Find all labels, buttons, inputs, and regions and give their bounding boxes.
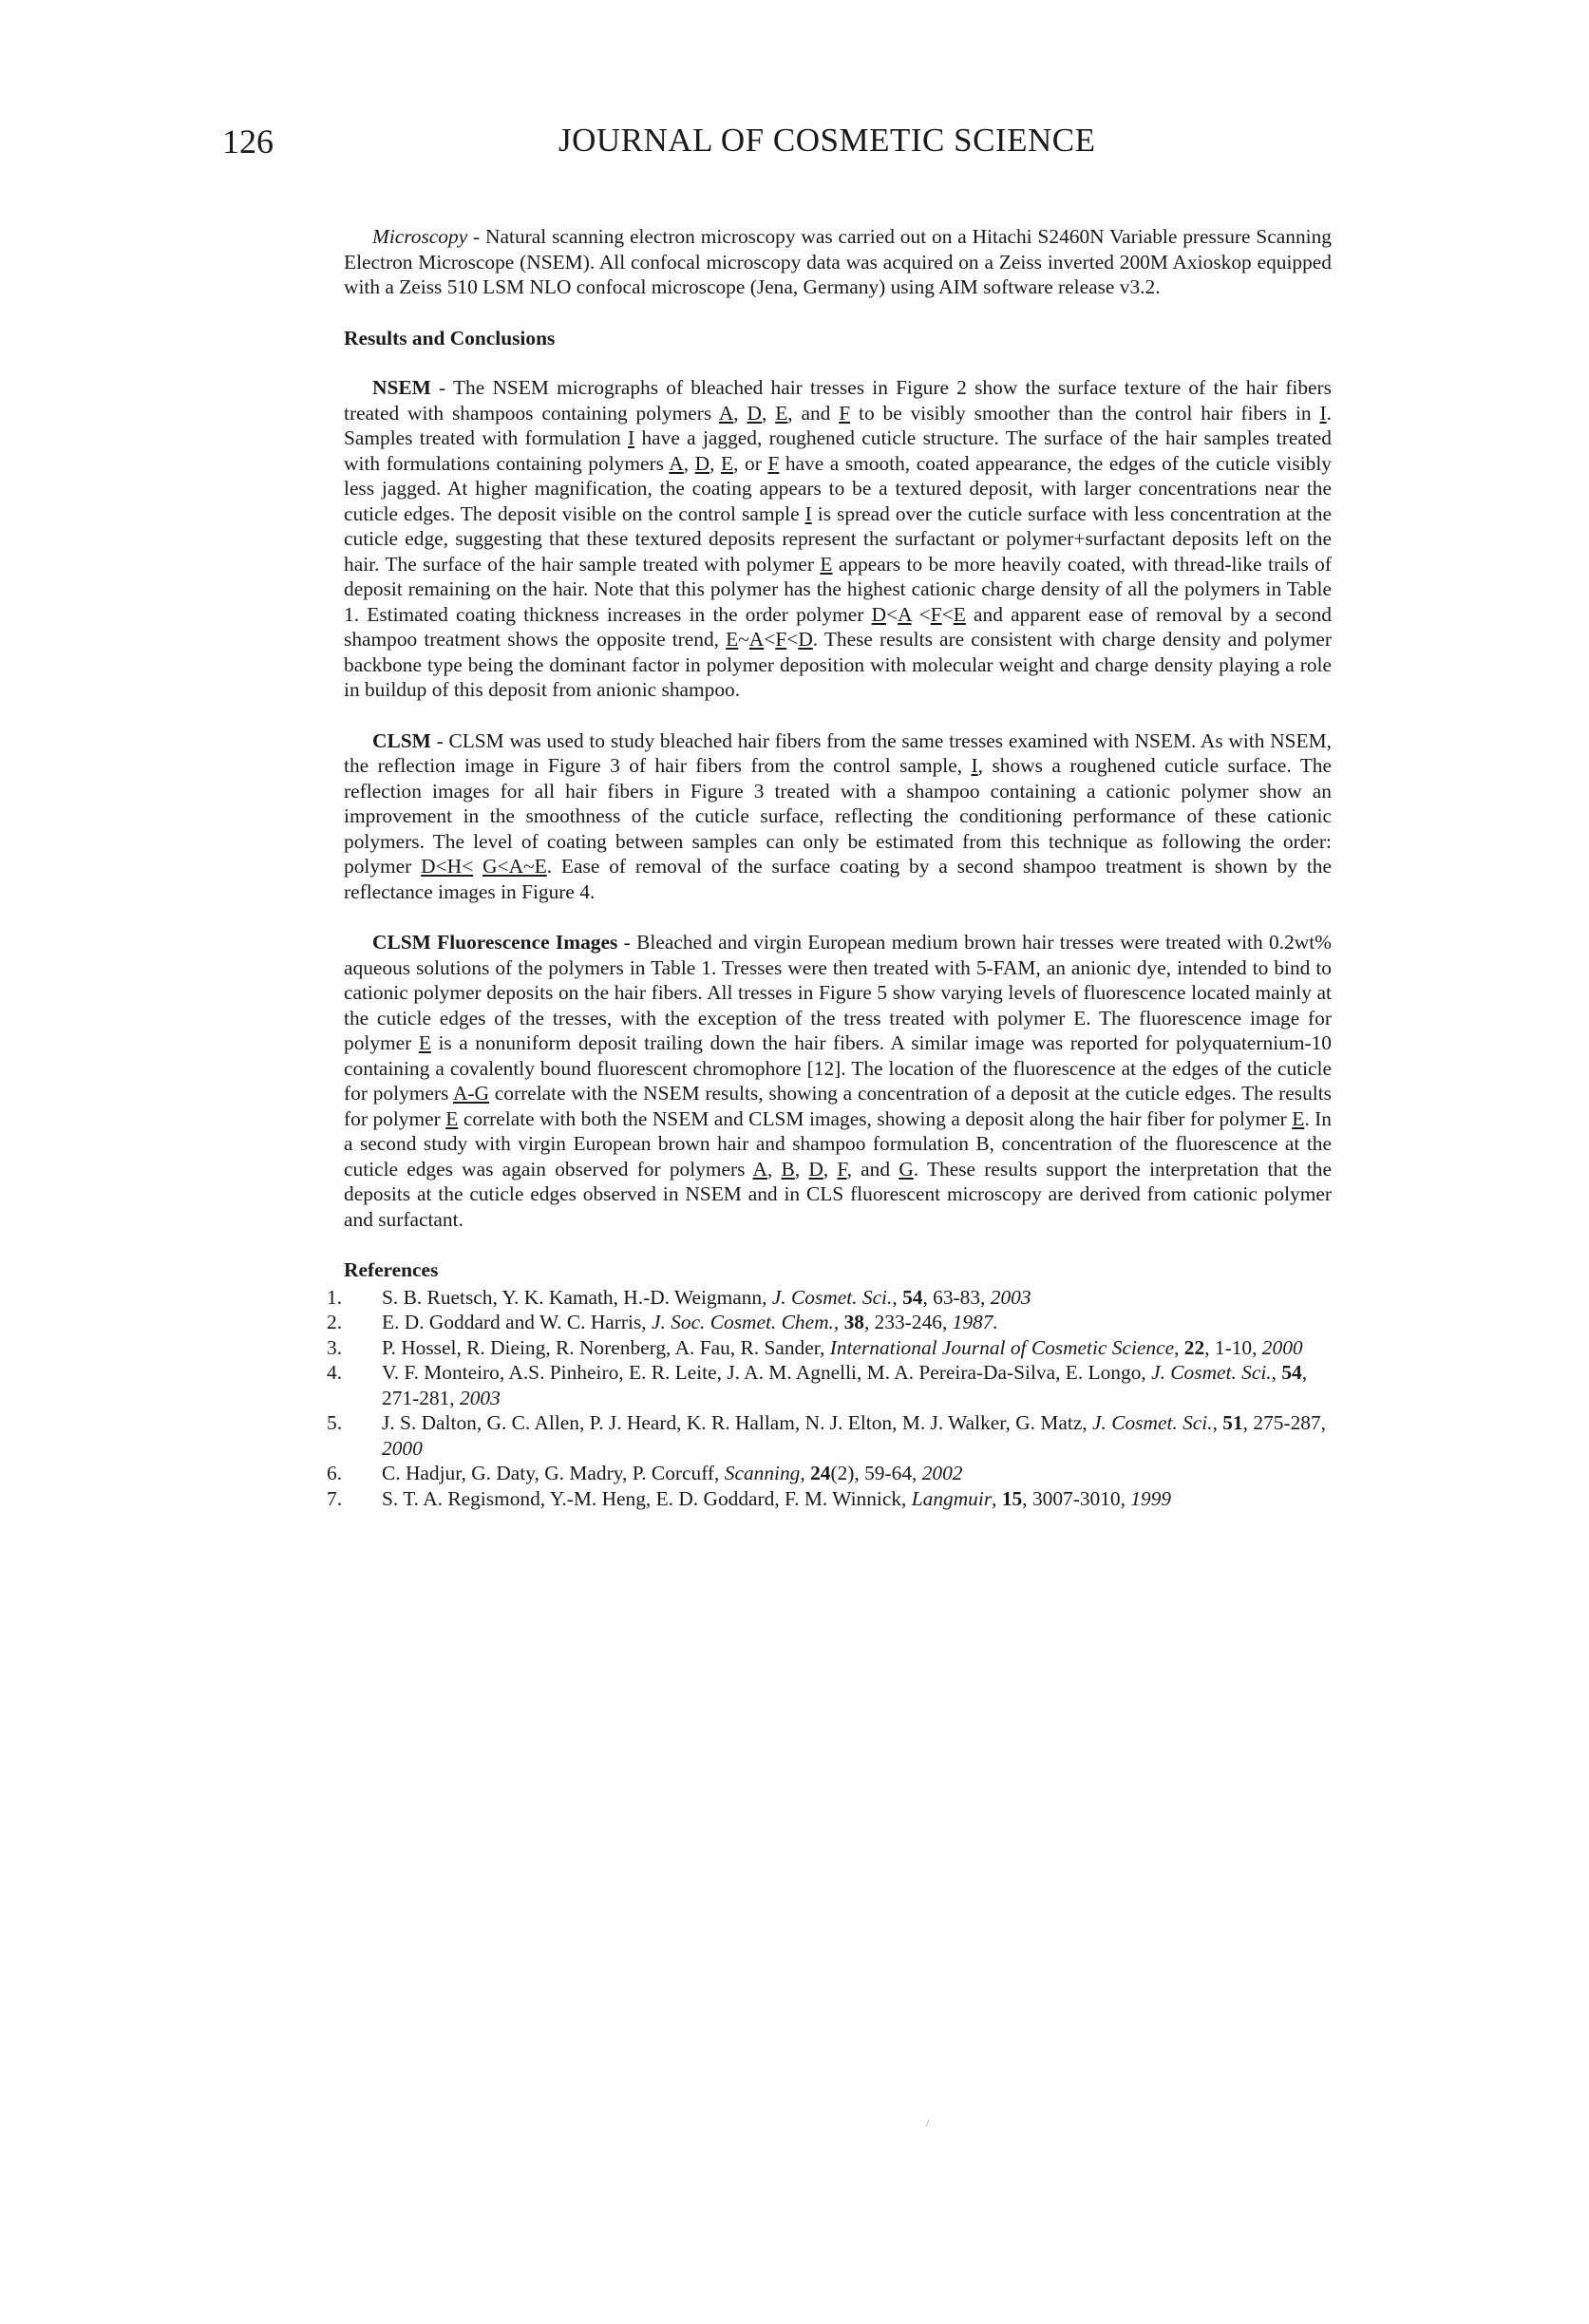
reference-item: 5. J. S. Dalton, G. C. Allen, P. J. Heard, K. R. Hallam, N. J. Elton, M. J. Walker, G. Matz, J. Cosmet. Sci., 51, 275-287, 2000: [327, 1411, 1327, 1460]
section-heading: Results and Conclusions: [344, 326, 556, 350]
article-body: [327, 224, 1333, 1511]
fluorescence-paragraph: CLSM Fluorescence Images - Bleached and virgin European medium brown hair tresses were treated with 0.2wt% aqueous solutions of the polymers in Table 1. Tresses were then treated with 5-FAM, an anionic dye, intended to bind to cationic polymer deposits on the hair fibers. All tresses in Figure 5 show varying levels of fluorescence located mainly at the cuticle edges of the tresses, with the exception of the tress treated with polymer E. The fluorescence image for polymer E is a nonuniform deposit trailing down the hair fibers. A similar image was reported for polyquaternium-10 containing a covalently bound fluorescent chromophore [12]. The location of the fluorescence at the edges of the cuticle for polymers A-G correlate with the NSEM results, showing a concentration of a deposit at the cuticle edges. The results for polymer E correlate with both the NSEM and CLSM images, showing a deposit along the hair fiber for polymer E. In a second study with virgin European brown hair and shampoo formulation B, concentration of the fluorescence at the cuticle edges was again observed for polymers A, B, D, F, and G. These results support the interpretation that the deposits at the cuticle edges observed in NSEM and in CLS fluorescent microscopy are derived from cationic polymer and surfactant.: [344, 931, 1333, 1231]
nsem-paragraph: NSEM - The NSEM micrographs of bleached hair tresses in Figure 2 show the surface texture of the hair fibers treated with shampoos containing polymers A, D, E, and F to be visibly smoother than the control hair fibers in I. Samples treated with formulation I have a jagged, roughened cuticle structure. The surface of the hair samples treated with formulations containing polymers A, D, E, or F have a smooth, coated appearance, the edges of the cuticle visibly less jagged. At higher magnification, the coating appears to be a textured deposit, with larger concentrations near the cuticle edges. The deposit visible on the control sample I is spread over the cuticle surface with less concentration at the cuticle edge, suggesting that these textured deposits represent the surfactant or polymer+surfactant deposits left on the hair. The surface of the hair sample treated with polymer E appears to be more heavily coated, with thread-like trails of deposit remaining on the hair. Note that this polymer has the highest cationic charge density of all the polymers in Table 1. Estimated coating thickness increases in the order polymer D<A <F<E and apparent ease of removal by a second shampoo treatment shows the opposite trend, E~A<F<D. These results are consistent with charge density and polymer backbone type being the dominant factor in polymer deposition with molecular weight and charge density playing a role in buildup of this deposit from anionic shampoo.: [344, 376, 1333, 701]
reference-item: 3. P. Hossel, R. Dieing, R. Norenberg, A. Fau, R. Sander, International Journal of Cosmetic Science, 22, 1-10, 2000: [327, 1335, 1303, 1359]
clsm-lead: CLSM: [372, 728, 431, 752]
journal-title: JOURNAL OF COSMETIC SCIENCE: [558, 122, 1096, 159]
microscopy-paragraph: Microscopy - Natural scanning electron microscopy was carried out on a Hitachi S2460N Variable pressure Scanning Electron Microscope (NSEM). All confocal microscopy data was acquired on a Zeiss inverted 200M Axioskop equipped with a Zeiss 510 LSM NLO confocal microscope (Jena, Germany) using AIM software release v3.2.: [344, 225, 1332, 298]
reference-item: 6. C. Hadjur, G. Daty, G. Madry, P. Corcuff, Scanning, 24(2), 59-64, 2002: [327, 1462, 963, 1484]
microscopy-lead: Microscopy: [372, 225, 468, 248]
fluorescence-lead: CLSM Fluorescence Images: [372, 931, 618, 954]
references-heading: References: [344, 1258, 439, 1281]
reference-item: 1. S. B. Ruetsch, Y. K. Kamath, H.-D. Weigmann, J. Cosmet. Sci., 54, 63-83, 2003: [327, 1285, 1031, 1309]
reference-item: 4. V. F. Monteiro, A.S. Pinheiro, E. R. Leite, J. A. M. Agnelli, M. A. Pereira-Da-Silva, E. Longo, J. Cosmet. Sci., 54, 271-281, 2003: [327, 1361, 1308, 1409]
page-number: 126: [222, 123, 274, 161]
reference-item: 7. S. T. A. Regismond, Y.-M. Heng, E. D. Goddard, F. M. Winnick, Langmuir, 15, 3007-3010, 1999: [327, 1486, 1172, 1510]
references-list: [327, 1285, 1332, 1512]
nsem-lead: NSEM: [372, 376, 431, 399]
reference-item: 2. E. D. Goddard and W. C. Harris, J. Soc. Cosmet. Chem., 38, 233-246, 1987.: [327, 1311, 998, 1333]
footer-mark: /: [926, 2116, 930, 2129]
clsm-paragraph: CLSM - CLSM was used to study bleached hair fibers from the same tresses examined with NSEM. As with NSEM, the reflection image in Figure 3 of hair fibers from the control sample, I, shows a roughened cuticle surface. The reflection images for all hair fibers in Figure 3 treated with a shampoo containing a cationic polymer show an improvement in the smoothness of the cuticle surface, reflecting the conditioning performance of these cationic polymers. The level of coating between samples can only be estimated from this technique as following the order: polymer D<H< G<A~E. Ease of removal of the surface coating by a second shampoo treatment is shown by the reflectance images in Figure 4.: [344, 728, 1332, 903]
